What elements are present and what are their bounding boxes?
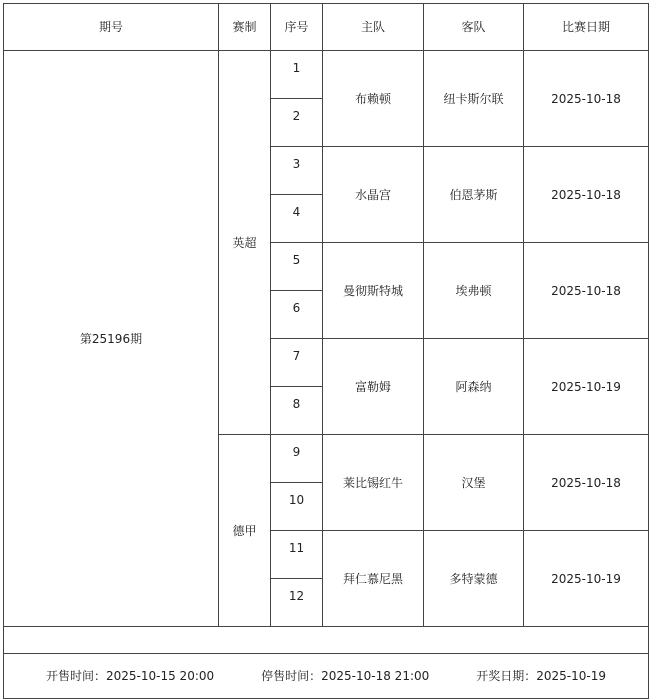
match-date-cell: 2025-10-18	[524, 435, 649, 531]
match-date-cell: 2025-10-18	[524, 147, 649, 243]
seq-cell: 4	[271, 195, 323, 243]
seq-cell: 7	[271, 339, 323, 387]
away-team-cell: 汉堡	[424, 435, 524, 531]
header-date: 比赛日期	[524, 4, 649, 51]
match-date-cell: 2025-10-18	[524, 51, 649, 147]
home-team-cell: 曼彻斯特城	[323, 243, 424, 339]
match-date-cell: 2025-10-19	[524, 531, 649, 627]
home-team-cell: 富勒姆	[323, 339, 424, 435]
away-team-cell: 阿森纳	[424, 339, 524, 435]
seq-cell: 2	[271, 99, 323, 147]
header-home: 主队	[323, 4, 424, 51]
seq-cell: 5	[271, 243, 323, 291]
home-team-cell: 莱比锡红牛	[323, 435, 424, 531]
home-team-cell: 拜仁慕尼黑	[323, 531, 424, 627]
blank-cell	[4, 627, 649, 654]
seq-cell: 1	[271, 51, 323, 99]
seq-cell: 9	[271, 435, 323, 483]
away-team-cell: 纽卡斯尔联	[424, 51, 524, 147]
schedule-document	[3, 3, 647, 696]
header-away: 客队	[424, 4, 524, 51]
blank-row	[4, 627, 649, 654]
home-team-cell: 布赖顿	[323, 51, 424, 147]
header-league: 赛制	[219, 4, 271, 51]
seq-cell: 10	[271, 483, 323, 531]
seq-cell: 3	[271, 147, 323, 195]
footer-row	[4, 654, 649, 699]
seq-cell: 11	[271, 531, 323, 579]
away-team-cell: 伯恩茅斯	[424, 147, 524, 243]
header-period: 期号	[4, 4, 219, 51]
header-seq: 序号	[271, 4, 323, 51]
seq-cell: 8	[271, 387, 323, 435]
schedule-table	[3, 3, 649, 699]
sale-start-time: 开售时间：2025-10-15 20:00	[46, 669, 215, 683]
seq-cell: 6	[271, 291, 323, 339]
footer-cell	[4, 654, 649, 699]
home-team-cell: 水晶宫	[323, 147, 424, 243]
draw-date: 开奖日期：2025-10-19	[476, 669, 606, 683]
seq-cell: 12	[271, 579, 323, 627]
period-cell: 第25196期	[4, 51, 219, 627]
away-team-cell: 埃弗顿	[424, 243, 524, 339]
league-cell-epl: 英超	[219, 51, 271, 435]
table-header-row	[4, 4, 649, 51]
match-date-cell: 2025-10-19	[524, 339, 649, 435]
league-cell-bundesliga: 德甲	[219, 435, 271, 627]
table-row	[4, 51, 649, 99]
match-date-cell: 2025-10-18	[524, 243, 649, 339]
sale-end-time: 停售时间：2025-10-18 21:00	[261, 669, 430, 683]
away-team-cell: 多特蒙德	[424, 531, 524, 627]
